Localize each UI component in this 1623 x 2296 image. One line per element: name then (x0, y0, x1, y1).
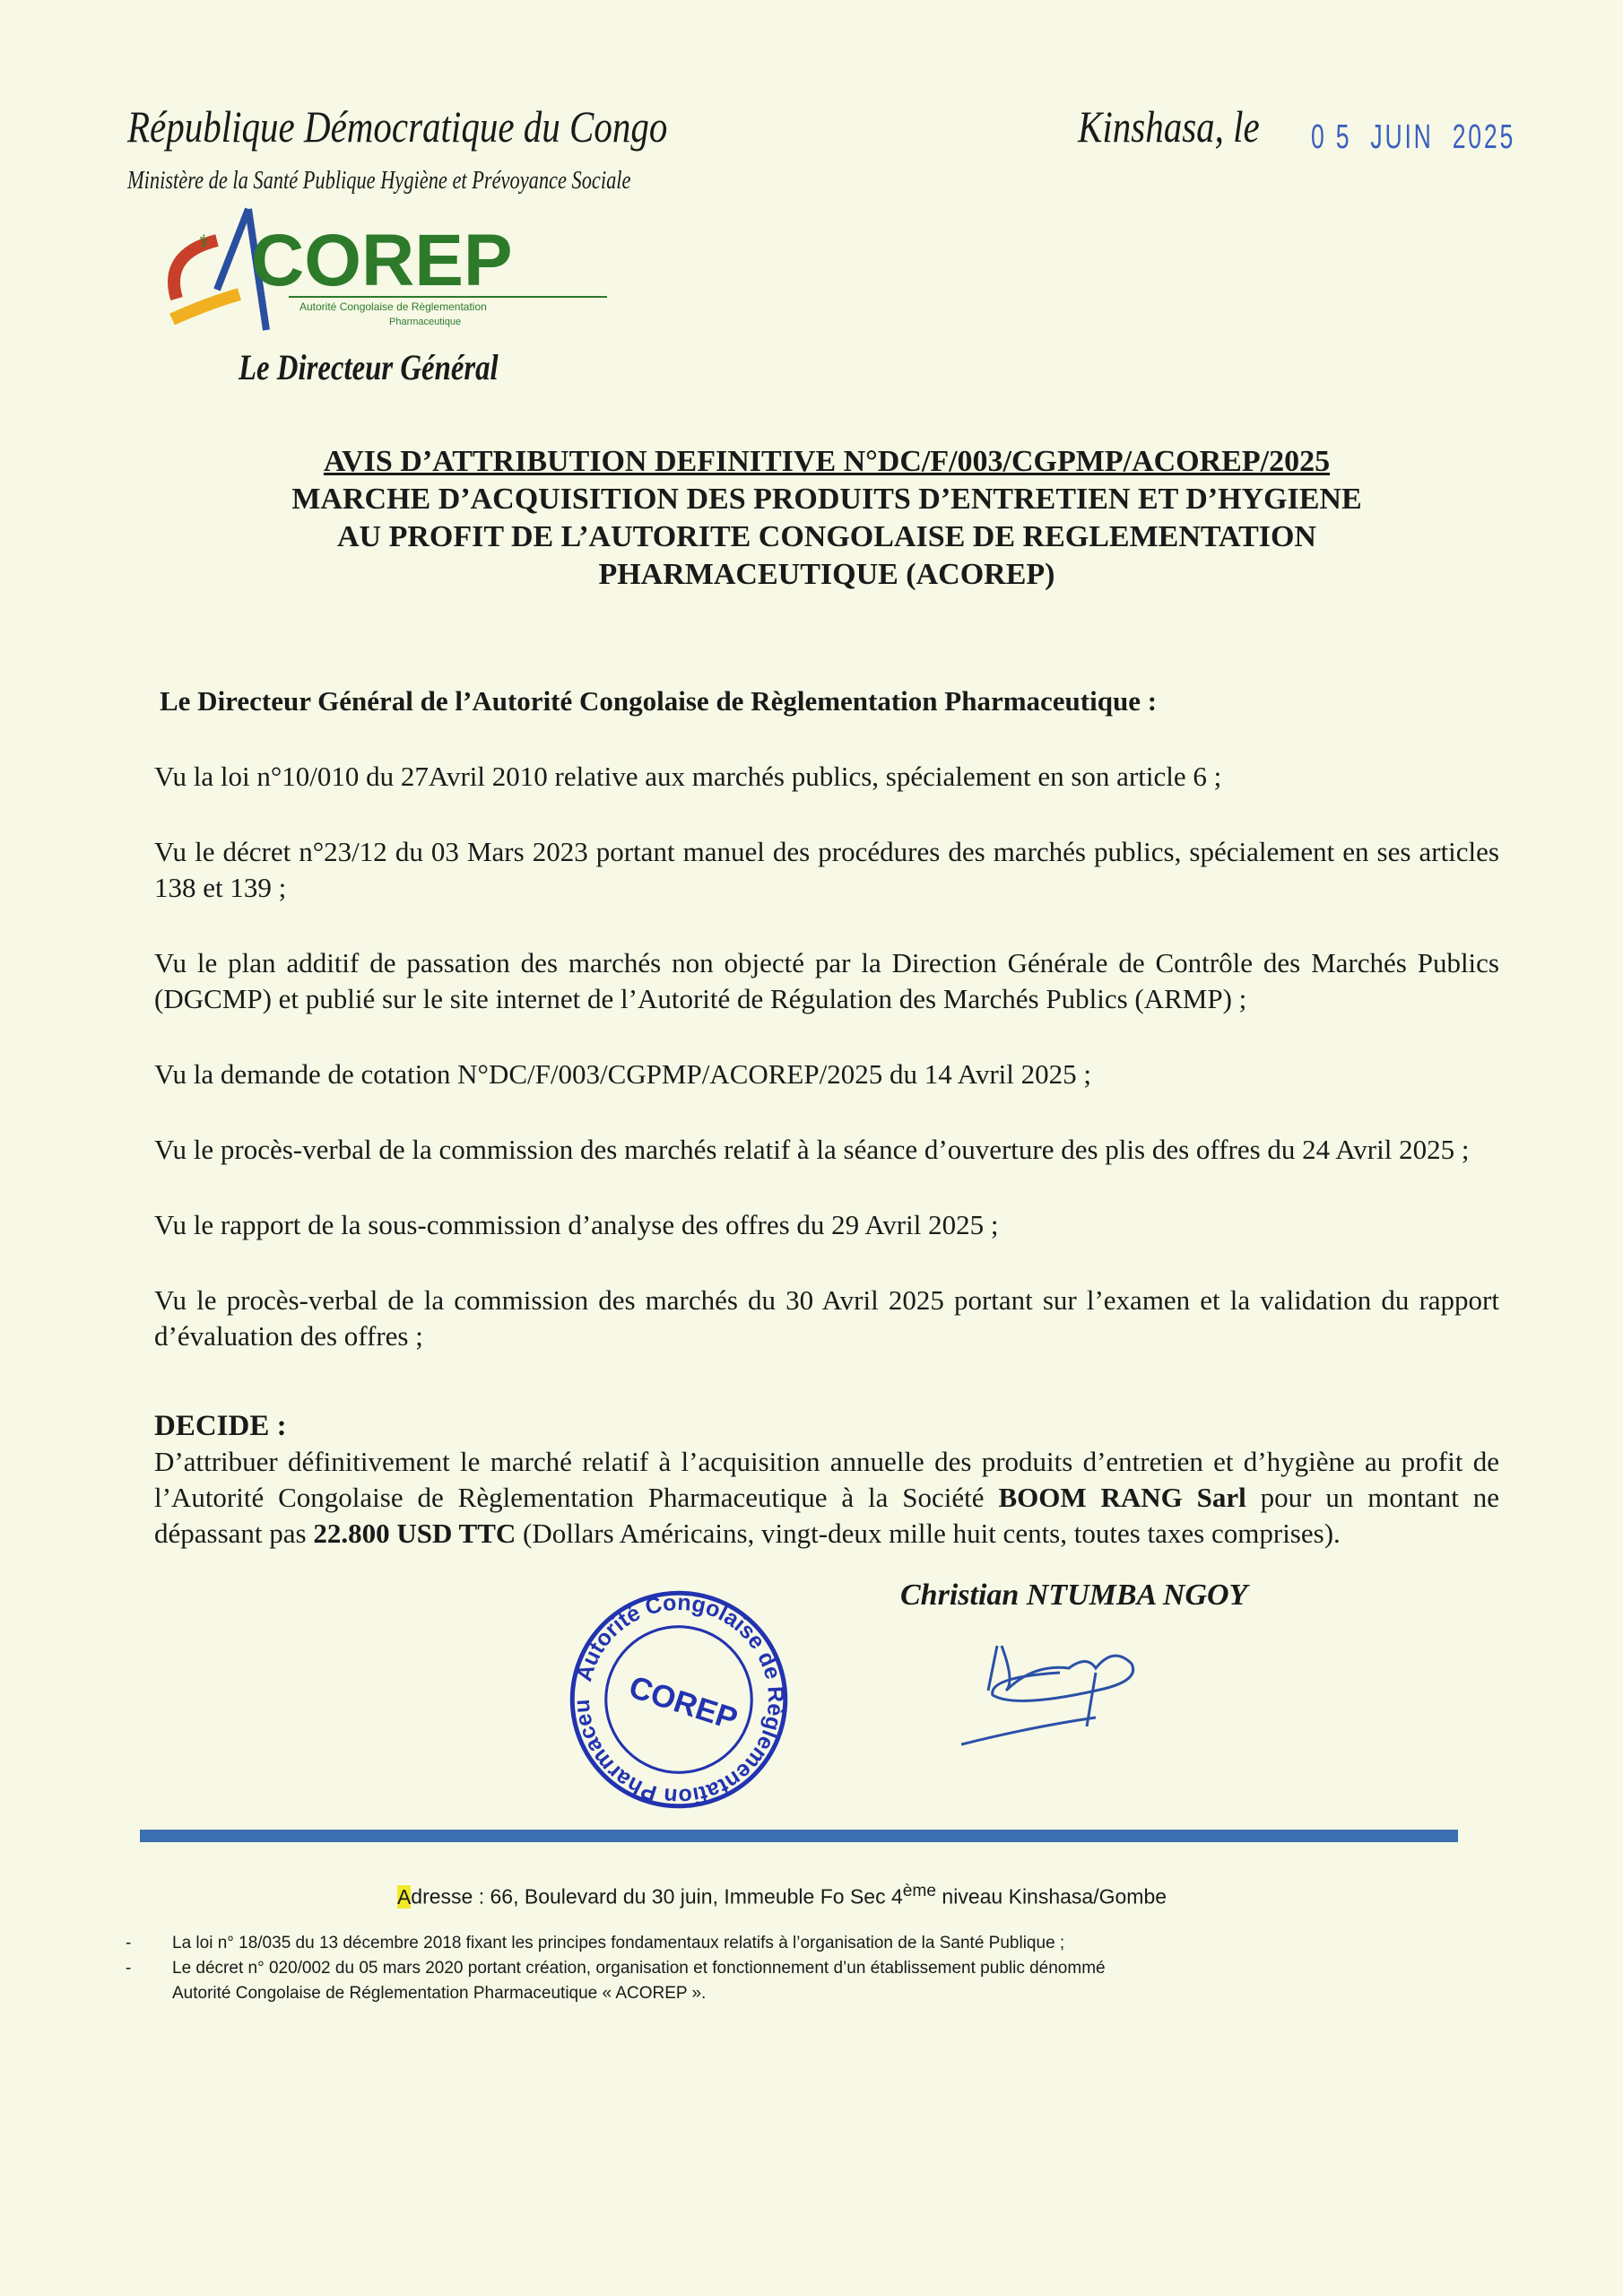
acorep-logo (154, 204, 621, 339)
legal-note-row (126, 1981, 1499, 2006)
svg-text:Autorité Congolaise de Règleme: Autorité Congolaise de Règlementation (299, 300, 487, 313)
address-text: dresse : 66, Boulevard du 30 juin, Immeuble Fo Sec 4 (411, 1884, 903, 1909)
signatory-name: Christian NTUMBA NGOY (900, 1578, 1248, 1612)
address-end: niveau Kinshasa/Gombe (936, 1884, 1167, 1909)
svg-text:Autorité Congolaise de Règleme: Autorité Congolaise de Règlementation Pharmaceu (568, 1589, 789, 1810)
title-line-3: AU PROFIT DE L’AUTORITE CONGOLAISE DE REGLEMENTATION (337, 520, 1316, 553)
date-stamp (1311, 118, 1534, 157)
signature-block (154, 1578, 1499, 1830)
legal-note: Autorité Congolaise de Réglementation Pharmaceutique « ACOREP ». (172, 1983, 707, 2003)
consideration: Vu le procès-verbal de la commission des marchés du 30 Avril 2025 portant sur l’examen et la validation du rapport d’évaluation des offres ; (154, 1284, 1499, 1352)
svg-text:Pharmaceutique: Pharmaceutique (389, 317, 462, 327)
ministry-line: Ministère de la Santé Publique Hygiène et Prévoyance Sociale (127, 167, 631, 195)
consideration: Vu le rapport de la sous-commission d’analyse des offres du 29 Avril 2025 ; (154, 1209, 999, 1240)
legal-note-row (126, 1956, 1499, 1981)
svg-text:COREP: COREP (624, 1669, 742, 1737)
decide-heading: DECIDE : (154, 1410, 287, 1442)
title-line-4: PHARMACEUTIQUE (ACOREP) (598, 558, 1055, 591)
address-line (65, 1882, 1499, 1909)
legal-note-row (126, 1931, 1499, 1956)
official-stamp (567, 1587, 791, 1816)
decision-text-1: D’attribuer définitivement le marché relatif à l’acquisition annuelle des produits d’entretien et d’hygiène au profit de l’Autorité Congolaise de Règlementation Pharmaceutique à la Société (154, 1446, 1499, 1513)
amount: 22.800 USD TTC (313, 1518, 516, 1549)
consideration: Vu la demande de cotation N°DC/F/003/CGPMP/ACOREP/2025 du 14 Avril 2025 ; (154, 1058, 1092, 1090)
considerations (154, 759, 1499, 1354)
signatory-title: Le Directeur Général (239, 347, 499, 387)
svg-text:⚕: ⚕ (199, 232, 209, 252)
footer-divider (140, 1830, 1458, 1842)
place-label: Kinshasa, le (1078, 101, 1260, 152)
date-month: JUIN (1370, 118, 1434, 156)
document-body (126, 443, 1499, 2006)
decision-text-3: (Dollars Américains, vingt-deux mille huit cents, toutes taxes comprises). (516, 1518, 1341, 1549)
logo-text: COREP (251, 220, 513, 301)
intro-heading: Le Directeur Général de l’Autorité Congolaise de Règlementation Pharmaceutique : (160, 685, 1158, 717)
decision-text (154, 1444, 1499, 1552)
address-initial: A (396, 1884, 412, 1909)
legal-note: La loi n° 18/035 du 13 décembre 2018 fixant les principes fondamentaux relatifs à l’organisation de la Santé Publique ; (172, 1933, 1065, 1952)
date-year: 2025 (1452, 118, 1516, 156)
company-name: BOOM RANG Sarl (998, 1482, 1246, 1513)
consideration: Vu le plan additif de passation des marchés non objecté par la Direction Générale de Contrôle des Marchés Publics (DGCMP) et publié sur le site internet de l’Autorité de Régulation des Marchés Publics (ARMP) ; (154, 947, 1499, 1014)
consideration: Vu le procès-verbal de la commission des marchés relatif à la séance d’ouverture des plis des offres du 24 Avril 2025 ; (154, 1134, 1470, 1165)
address-sup: ème (902, 1882, 937, 1900)
document-title (154, 443, 1499, 594)
title-line-1: AVIS D’ATTRIBUTION DEFINITIVE N°DC/F/003/CGPMP/ACOREP/2025 (323, 445, 1331, 478)
bullet-dash: - (126, 1933, 132, 1952)
date-day: 0 5 (1311, 118, 1352, 156)
title-line-2: MARCHE D’ACQUISITION DES PRODUITS D’ENTRETIEN ET D’HYGIENE (291, 483, 1362, 516)
legal-note: Le décret n° 020/002 du 05 mars 2020 portant création, organisation et fonctionnement d’un établissement public dénommé (172, 1958, 1106, 1978)
decision-text-2: pour un montant ne dépassant pas (154, 1482, 1499, 1549)
consideration: Vu la loi n°10/010 du 27Avril 2010 relative aux marchés publics, spécialement en son article 6 ; (154, 761, 1222, 792)
consideration: Vu le décret n°23/12 du 03 Mars 2023 portant manuel des procédures des marchés publics, spécialement en ses articles 138 et 139 ; (154, 836, 1499, 903)
bullet-dash: - (126, 1958, 132, 1978)
signature (961, 1628, 1194, 1758)
country-heading: République Démocratique du Congo (127, 101, 668, 152)
